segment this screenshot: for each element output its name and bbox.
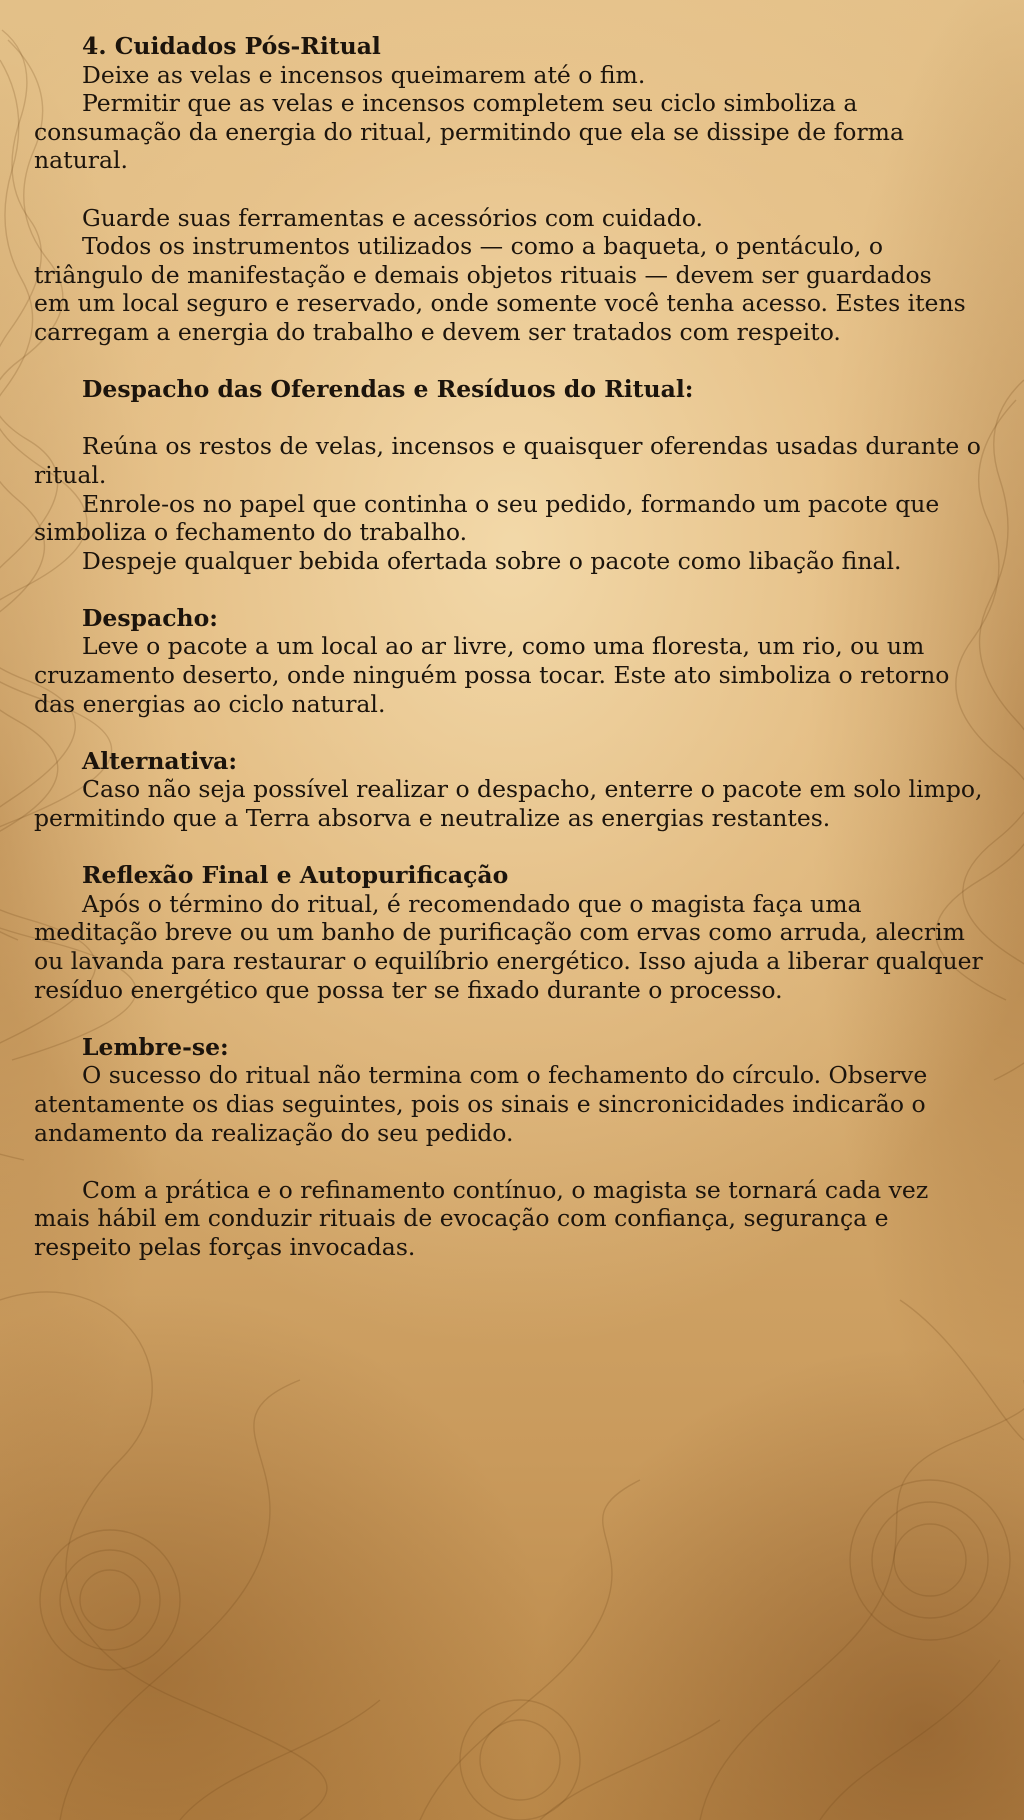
section-heading-dispatch: Despacho: <box>82 603 218 632</box>
paragraph-line: Todos os instrumentos utilizados — como a baqueta, o pentáculo, o <box>82 232 884 261</box>
paragraph-line: triângulo de manifestação e demais objetos rituais — devem ser guardados <box>34 260 932 289</box>
paragraph-line: em um local seguro e reservado, onde somente você tenha acesso. Estes itens <box>34 289 966 318</box>
paragraph-line: andamento da realização do seu pedido. <box>34 1118 514 1147</box>
document-body <box>34 32 994 1262</box>
paragraph-line: Com a prática e o refinamento contínuo, o magista se tornará cada vez <box>82 1175 929 1204</box>
paragraph-line: carregam a energia do trabalho e devem ser tratados com respeito. <box>34 317 841 346</box>
paragraph-line: Enrole-os no papel que continha o seu pedido, formando um pacote que <box>82 489 940 518</box>
paragraph-line: simboliza o fechamento do trabalho. <box>34 518 468 547</box>
paragraph-line: Permitir que as velas e incensos completem seu ciclo simboliza a <box>82 89 858 118</box>
section-heading-alternative: Alternativa: <box>82 746 237 775</box>
paragraph-line: Despeje qualquer bebida ofertada sobre o pacote como libação final. <box>82 546 902 575</box>
section-heading-dispatch-offerings: Despacho das Oferendas e Resíduos do Ritual: <box>82 375 694 404</box>
paragraph-line: ritual. <box>34 460 107 489</box>
paragraph-line: meditação breve ou um banho de purificação com ervas como arruda, alecrim <box>34 918 965 947</box>
paragraph-line: Caso não seja possível realizar o despacho, enterre o pacote em solo limpo, <box>82 775 983 804</box>
paragraph-line: cruzamento deserto, onde ninguém possa tocar. Este ato simboliza o retorno <box>34 661 950 690</box>
paragraph-line: natural. <box>34 146 128 175</box>
paragraph-line: Deixe as velas e incensos queimarem até o fim. <box>82 60 646 89</box>
paragraph-line: das energias ao ciclo natural. <box>34 689 386 718</box>
paragraph-line: Após o término do ritual, é recomendado que o magista faça uma <box>82 889 862 918</box>
paragraph-line: Reúna os restos de velas, incensos e quaisquer oferendas usadas durante o <box>82 432 981 461</box>
paragraph-line: resíduo energético que possa ter se fixado durante o processo. <box>34 975 783 1004</box>
paragraph-line: Leve o pacote a um local ao ar livre, como uma floresta, um rio, ou um <box>82 632 925 661</box>
section-heading-post-ritual-care: 4. Cuidados Pós-Ritual <box>82 32 381 60</box>
paragraph-line: atentamente os dias seguintes, pois os sinais e sincronicidades indicarão o <box>34 1089 926 1118</box>
paragraph-line: Guarde suas ferramentas e acessórios com cuidado. <box>82 203 704 232</box>
paragraph-line: consumação da energia do ritual, permitindo que ela se dissipe de forma <box>34 117 904 146</box>
paragraph-line: respeito pelas forças invocadas. <box>34 1232 416 1261</box>
paragraph-line: permitindo que a Terra absorva e neutralize as energias restantes. <box>34 804 831 833</box>
section-heading-final-reflection: Reflexão Final e Autopurificação <box>82 861 509 890</box>
paragraph-line: mais hábil em conduzir rituais de evocação com confiança, segurança e <box>34 1204 889 1233</box>
section-heading-remember: Lembre-se: <box>82 1032 229 1061</box>
paragraph-line: ou lavanda para restaurar o equilíbrio energético. Isso ajuda a liberar qualquer <box>34 947 983 975</box>
paragraph-line: O sucesso do ritual não termina com o fechamento do círculo. Observe <box>82 1061 928 1090</box>
